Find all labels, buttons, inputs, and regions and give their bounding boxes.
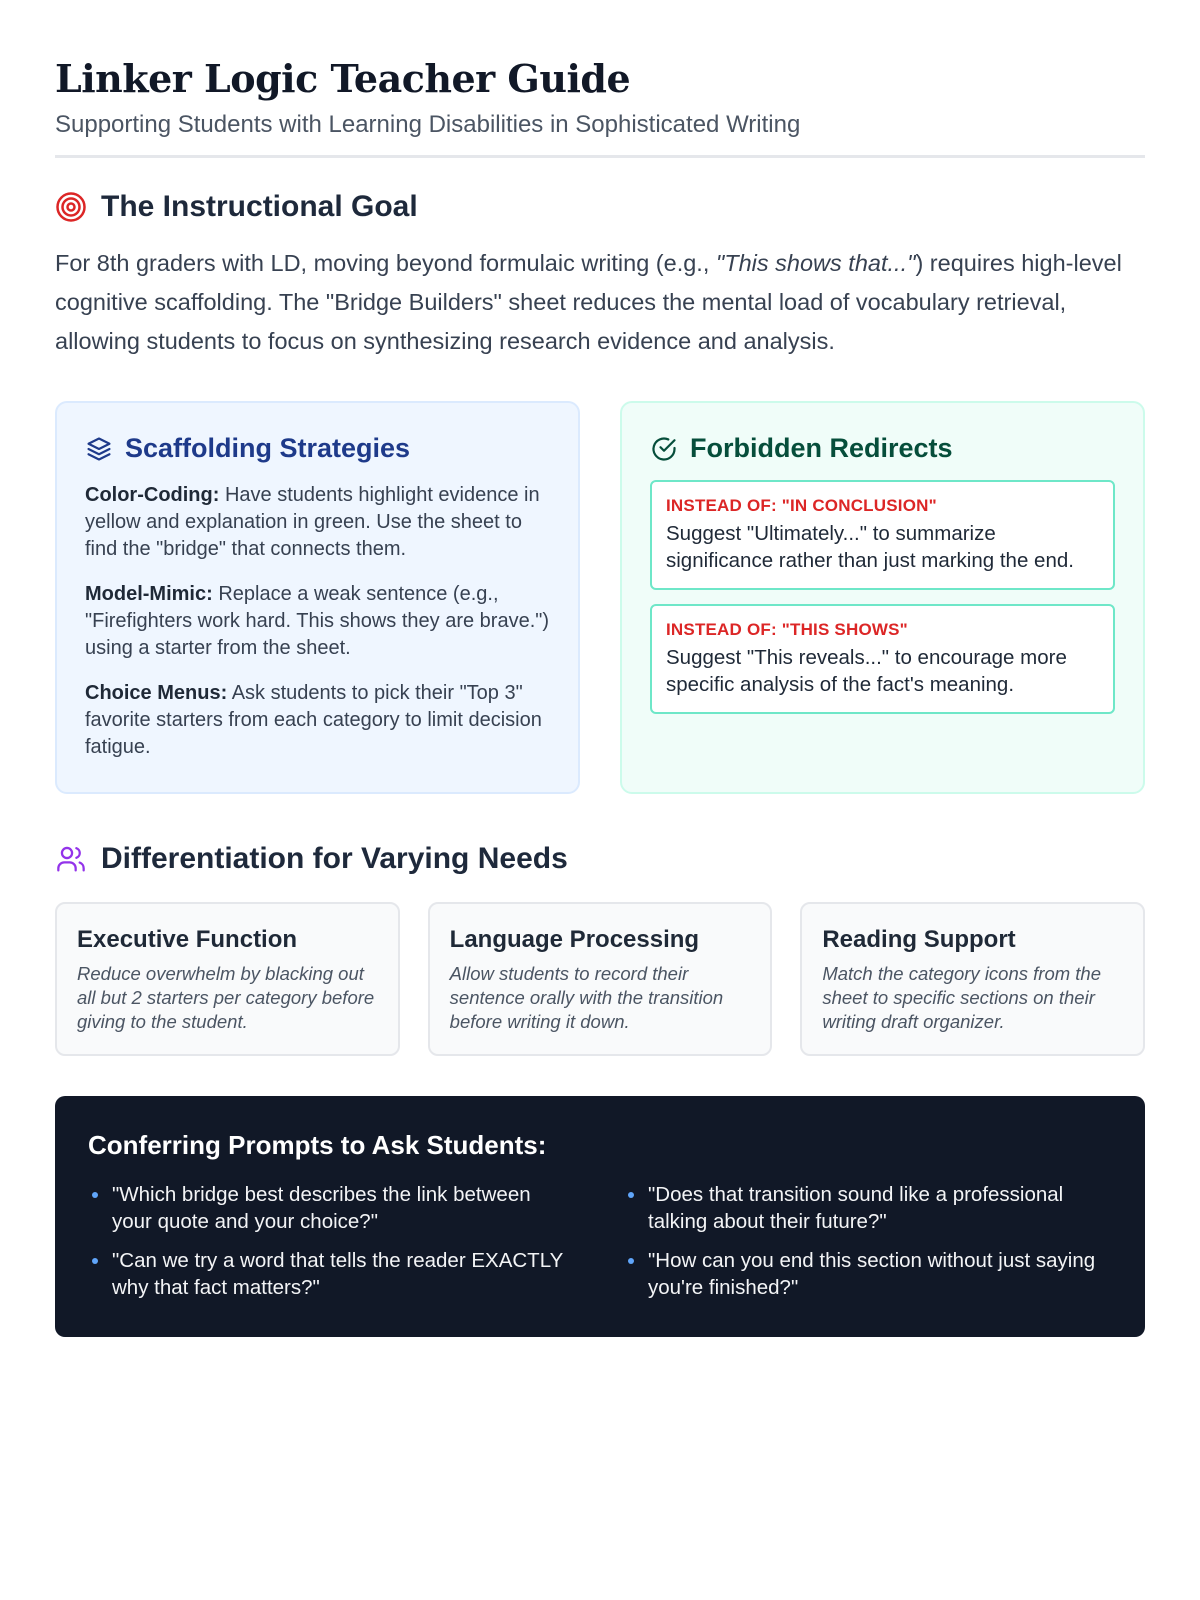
check-circle-icon — [650, 435, 678, 463]
strategy-text: Replace a weak sentence (e.g., "Firefighters work hard. This shows they are brave.") using a starter from the sheet. — [85, 583, 550, 659]
differentiation-section-header — [55, 842, 1145, 876]
goal-heading: The Instructional Goal — [101, 190, 418, 223]
strategy-text: Have students highlight evidence in yellow and explanation in green. Use the sheet to find the "bridge" that connects them. — [85, 484, 540, 560]
bullet-icon — [628, 1258, 634, 1264]
scaffolding-card-header — [85, 433, 550, 464]
need-text: Match the category icons from the sheet to specific sections on their writing draft organizer. — [822, 963, 1101, 1032]
bullet-icon — [628, 1192, 634, 1198]
strategy-term: Choice Menus: — [85, 682, 228, 704]
strategy-item — [85, 581, 550, 662]
redirects-card-header — [650, 433, 1115, 464]
scaffolding-card — [55, 401, 580, 794]
prompt-text: "Can we try a word that tells the reader EXACTLY why that fact matters?" — [112, 1249, 563, 1299]
need-title: Executive Function — [77, 926, 298, 953]
layers-icon — [85, 435, 113, 463]
need-text: Allow students to record their sentence orally with the transition before writing it down. — [449, 963, 724, 1032]
prompt-item — [624, 1181, 1112, 1235]
redirect-text: Suggest "This reveals..." to encourage more specific analysis of the fact's meaning. — [666, 646, 1067, 696]
goal-text-start: For 8th graders with LD, moving beyond formulaic writing (e.g., — [55, 250, 716, 276]
page-subtitle: Supporting Students with Learning Disabilities in Sophisticated Writing — [55, 111, 801, 138]
goal-section-header — [55, 190, 1145, 224]
goal-text-example: "This shows that..." — [715, 250, 916, 276]
strategy-text: Ask students to pick their "Top 3" favorite starters from each category to limit decision fatigue. — [85, 682, 542, 758]
prompts-list — [88, 1181, 1112, 1301]
need-card-reading-support — [800, 902, 1145, 1056]
need-title: Reading Support — [822, 926, 1016, 953]
prompt-item — [88, 1181, 576, 1235]
need-card-executive-function — [55, 902, 400, 1056]
redirect-text: Suggest "Ultimately..." to summarize significance rather than just marking the end. — [666, 522, 1074, 572]
users-icon — [55, 843, 87, 875]
needs-cards — [55, 902, 1145, 1056]
redirect-item — [650, 604, 1115, 714]
goal-text-end: ) requires high-level cognitive scaffolding. The "Bridge Builders" sheet reduces the mental load of vocabulary retrieval, allowing students to focus on synthesizing research evidence and analysis. — [55, 250, 1122, 354]
redirect-item — [650, 480, 1115, 590]
need-text: Reduce overwhelm by blacking out all but 2 starters per category before giving to the student. — [77, 963, 375, 1032]
prompt-item — [88, 1247, 576, 1301]
target-icon — [55, 191, 87, 223]
strategy-cards — [55, 401, 1145, 794]
strategy-term: Color-Coding: — [85, 484, 220, 506]
header-divider — [55, 155, 1145, 158]
differentiation-heading: Differentiation for Varying Needs — [101, 842, 568, 875]
prompt-item — [624, 1247, 1112, 1301]
redirect-label: INSTEAD OF: "THIS SHOWS" — [666, 620, 908, 639]
redirect-label: INSTEAD OF: "IN CONCLUSION" — [666, 496, 937, 515]
need-title: Language Processing — [449, 926, 700, 953]
redirects-heading: Forbidden Redirects — [690, 433, 953, 463]
prompt-text: "How can you end this section without just saying you're finished?" — [648, 1249, 1096, 1299]
bullet-icon — [92, 1192, 98, 1198]
bullet-icon — [92, 1258, 98, 1264]
prompt-text: "Which bridge best describes the link between your quote and your choice?" — [112, 1183, 531, 1233]
scaffolding-heading: Scaffolding Strategies — [125, 433, 411, 463]
redirects-card — [620, 401, 1145, 794]
page-title: Linker Logic Teacher Guide — [55, 56, 631, 101]
prompt-text: "Does that transition sound like a professional talking about their future?" — [648, 1183, 1064, 1233]
strategy-item — [85, 482, 550, 563]
need-card-language-processing — [428, 902, 773, 1056]
strategy-item — [85, 680, 550, 761]
goal-text — [55, 244, 1145, 361]
conferring-prompts-panel — [55, 1096, 1145, 1337]
strategy-term: Model-Mimic: — [85, 583, 213, 605]
prompts-heading: Conferring Prompts to Ask Students: — [88, 1130, 547, 1160]
